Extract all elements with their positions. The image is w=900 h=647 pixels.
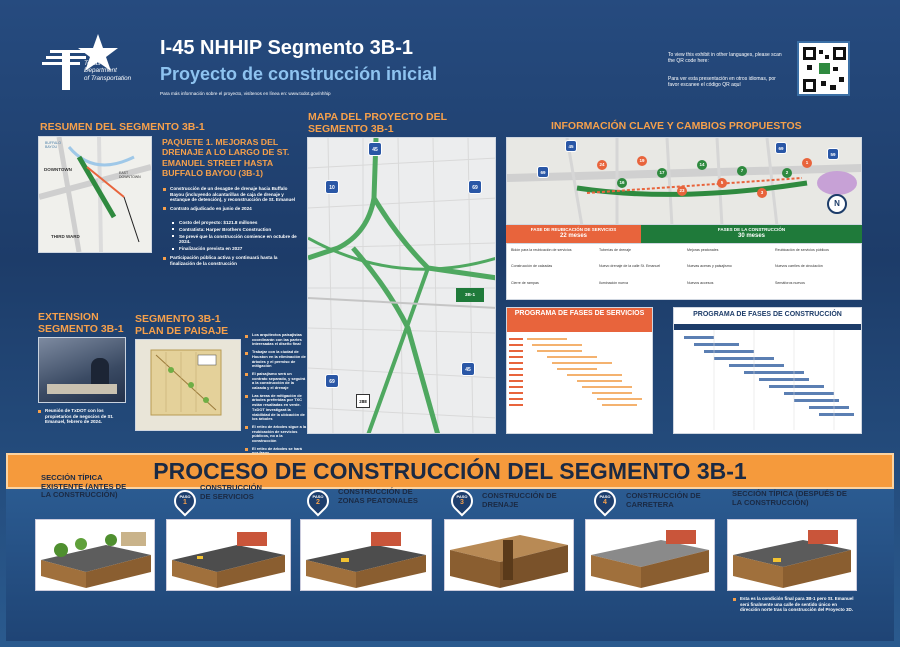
- page-title: I-45 NHHIP Segmento 3B-1: [160, 37, 414, 59]
- paisaje-map[interactable]: [135, 339, 241, 431]
- proceso-heading: PROCESO DE CONSTRUCCIÓN DEL SEGMENTO 3B-1: [153, 458, 747, 484]
- section-illustration: [728, 520, 856, 590]
- language-note-en: To view this exhibit in other languages, please scan the QR code here:: [668, 52, 782, 65]
- paisaje-bullet: Las áreas de mitigación de árboles preferidas por TXC están resaltadas en verde. TxDOT investigará la viabilidad de la ubicación de los árboles: [245, 394, 307, 422]
- map-marker: 3: [757, 188, 767, 198]
- paisaje-bullet: Los arquitectos paisajistas coordinarán con las partes interesadas el diseño final: [245, 333, 307, 347]
- segment-callout: 3B-1: [456, 288, 484, 302]
- map-label-bayou: BUFFALO BAYOU: [45, 141, 61, 149]
- extension-caption-text: Reunión de TxDOT con los propietarios de negocios de St. Emanuel, febrero de 2024.: [38, 408, 130, 425]
- map-shield-69-south: 69: [325, 374, 339, 388]
- section-illustration: [445, 520, 573, 590]
- step-number: 3: [460, 499, 464, 506]
- extension-caption: [38, 408, 130, 428]
- map-label-east-downtown: EAST DOWNTOWN: [119, 171, 141, 179]
- proceso-banner: [6, 453, 894, 489]
- resumen-sub-bullet: Costo del proyecto: $121.8 millones: [172, 220, 298, 226]
- step-badge: PASO: [179, 494, 191, 499]
- cross-section-existing[interactable]: [35, 519, 155, 591]
- map-marker: 19: [637, 156, 647, 166]
- info-clave-map-graphic: [507, 138, 862, 225]
- map-marker: 5: [717, 178, 727, 188]
- paisaje-bullet: Trabajar con la ciudad de Houston en la eliminación de árboles y el permiso de mitigación: [245, 350, 307, 369]
- legend-item: Reubicación de servicios públicos: [775, 248, 829, 252]
- legend-item: Mejoras peatonales: [687, 248, 719, 252]
- qr-code-icon: [803, 47, 846, 92]
- legend-item: Nuevas aceras y paisajismo: [687, 264, 732, 269]
- legend-item: Construcción de calzadas: [511, 264, 553, 269]
- info-shield-59: 59: [827, 148, 839, 160]
- legend-item: Cierre de rampas: [511, 280, 539, 285]
- info-clave-map[interactable]: [506, 137, 862, 225]
- map-shield-45: 45: [368, 142, 382, 156]
- mapa-heading: MAPA DEL PROYECTO DEL SEGMENTO 3B-1: [308, 111, 447, 135]
- phase-bar-construction: [641, 225, 862, 243]
- programa-servicios-panel[interactable]: [506, 307, 653, 434]
- programa-construccion-panel[interactable]: [673, 307, 862, 434]
- programa-servicios-heading: PROGRAMA DE FASES DE SERVICIOS: [507, 308, 652, 332]
- step-title-peatonales: CONSTRUCCIÓN DE ZONAS PEATONALES: [338, 487, 418, 505]
- photo-table: [47, 384, 117, 394]
- qr-code[interactable]: [797, 41, 850, 96]
- step-title-after: SECCIÓN TÍPICA (DESPUÉS DE LA CONSTRUCCIÓN): [732, 489, 847, 507]
- step-number: 2: [316, 499, 320, 506]
- info-shield-45: 45: [565, 140, 577, 152]
- step-badge: PASO: [456, 494, 468, 499]
- legend-item: Iluminación nueva: [599, 280, 628, 285]
- step-2-pin: [307, 490, 329, 516]
- step-4-pin: [594, 490, 616, 516]
- info-shield-69-east: 69: [775, 142, 787, 154]
- language-note-es: Para ver esta presentación en otros idiomas, por favor escanee el código QR aquí: [668, 76, 776, 89]
- resumen-sub-bullet: Finalización prevista en 2027: [172, 246, 298, 252]
- map-shield-10: 10: [325, 180, 339, 194]
- step-number: 4: [603, 499, 607, 506]
- step-3-pin: [451, 490, 473, 516]
- resumen-sub-bullet: Se prevé que la construcción comience en octubre de 2024.: [172, 234, 298, 245]
- info-clave-heading: INFORMACIÓN CLAVE Y CAMBIOS PROPUESTOS: [551, 120, 802, 132]
- legend-item: Bidón para la reubicación de servicios: [511, 248, 572, 252]
- programa-construccion-gantt: [674, 330, 861, 432]
- resumen-heading: RESUMEN DEL SEGMENTO 3B-1: [40, 121, 205, 133]
- step-title-drenaje: CONSTRUCCIÓN DE DRENAJE: [482, 491, 557, 509]
- legend-item: Nuevo drenaje de la calle St. Emanuel: [599, 264, 661, 269]
- paisaje-bullet: El paisajismo será un contrato separado, y seguirá a la construcción de la calzada y el drenaje: [245, 372, 307, 391]
- map-shield-69: 69: [468, 180, 482, 194]
- resumen-sub-bullet: Contratista: Harper Brothers Construction: [172, 227, 298, 233]
- paisaje-map-graphic: [136, 340, 240, 430]
- paisaje-heading: SEGMENTO 3B-1 PLAN DE PAISAJE: [135, 313, 229, 337]
- map-label-third-ward: THIRD WARD: [51, 234, 80, 239]
- legend-item: Semáforos nuevos: [775, 280, 805, 285]
- cross-section-step2[interactable]: [300, 519, 432, 591]
- legend-item: Nuevos accesos: [687, 280, 714, 285]
- final-note: [733, 596, 858, 616]
- logo-line-3: of Transportation: [84, 74, 132, 82]
- map-shield-288: 288: [356, 394, 370, 408]
- info-shield-69: 69: [537, 166, 549, 178]
- paisaje-bullets: [245, 333, 307, 459]
- map-marker: 23: [677, 186, 687, 196]
- map-marker: 7: [737, 166, 747, 176]
- programa-construccion-heading: PROGRAMA DE FASES DE CONSTRUCCIÓN: [674, 308, 861, 324]
- cross-section-step4[interactable]: [585, 519, 715, 591]
- map-label-downtown: DOWNTOWN: [44, 167, 72, 172]
- cross-section-after[interactable]: [727, 519, 857, 591]
- step-title-servicios: CONSTRUCCIÓN DE SERVICIOS: [200, 483, 263, 501]
- step-badge: PASO: [599, 494, 611, 499]
- cross-section-step3[interactable]: [444, 519, 574, 591]
- legend-item: Nuevos carriles de circulación: [775, 264, 823, 269]
- extension-heading: EXTENSION SEGMENTO 3B-1: [38, 311, 124, 335]
- resumen-bullet: Participación pública activa y continuará hasta la finalización de la construcción: [163, 255, 295, 266]
- package-title: PAQUETE 1. MEJORAS DEL DRENAJE A LO LARGO DE ST. EMANUEL STREET HASTA BUFFALO BAYOU (3B-1): [162, 137, 290, 178]
- extension-photo[interactable]: [38, 337, 126, 403]
- resumen-bullet: Contrato adjudicado en junio de 2024: [163, 206, 297, 212]
- page-subtitle: Proyecto de construcción inicial: [160, 64, 438, 84]
- info-line: Para más información sobre el proyecto, visítenos en línea en: www.txdot.gov/nhhip: [160, 91, 331, 96]
- compass-icon: N: [827, 194, 847, 214]
- step-title-existing: SECCIÓN TÍPICA EXISTENTE (ANTES DE LA CONSTRUCCIÓN): [41, 473, 127, 499]
- map-shield-45-south: 45: [461, 362, 475, 376]
- project-map[interactable]: [307, 137, 496, 434]
- map-marker: 24: [597, 160, 607, 170]
- step-number: 1: [183, 499, 187, 506]
- phase2-duration: 30 meses: [737, 233, 766, 239]
- programa-servicios-gantt: [507, 332, 652, 432]
- map-marker: 16: [617, 178, 627, 188]
- resumen-map[interactable]: [38, 136, 152, 253]
- logo-line-2: Department: [84, 67, 117, 75]
- phase1-duration: 22 meses: [559, 233, 588, 239]
- cross-section-step1[interactable]: [166, 519, 291, 591]
- step-badge: PASO: [312, 494, 324, 499]
- final-note-text: Esta es la condición final para 3B-1 pero St. Emanuel será finalmente una calle de sentido único en dirección norte tras la construcción del Proyecto 3D.: [733, 596, 858, 613]
- step-1-pin: [174, 490, 196, 516]
- section-illustration: [36, 520, 154, 590]
- logo-text: [84, 60, 131, 82]
- phase-bar-services: [506, 225, 641, 243]
- map-marker: 1: [802, 158, 812, 168]
- resumen-sub-bullets: [172, 220, 298, 255]
- paisaje-bullet: El retiro de árboles sigue a la reubicación de servicios públicos, no a la construcción: [245, 425, 307, 444]
- paisaje-bullet: El retiro de árboles se hará: [245, 447, 307, 456]
- map-marker: 14: [697, 160, 707, 170]
- step-title-carretera: CONSTRUCCIÓN DE CARRETERA: [626, 491, 701, 509]
- section-illustration: [301, 520, 431, 590]
- map-marker: 2: [782, 168, 792, 178]
- logo-line-1: Texas: [84, 60, 101, 67]
- map-marker: 17: [657, 168, 667, 178]
- resumen-last-bullet: [163, 255, 295, 269]
- info-legend: [506, 243, 862, 300]
- resumen-bullets: [163, 186, 297, 215]
- resumen-bullet: Construcción de un desagüe de drenaje hacia Buffalo Bayou (incluyendo alcantarillas de caja de drenaje y estanque de detención), y reconstrucción de St. Emanuel: [163, 186, 297, 203]
- phase1-title: FASE DE REUBICACIÓN DE SERVICIOS: [530, 227, 617, 232]
- section-illustration: [167, 520, 290, 590]
- section-illustration: [586, 520, 714, 590]
- legend-item: Tuberías de drenaje: [599, 248, 632, 252]
- phase2-title: FASES DE LA CONSTRUCCIÓN: [717, 227, 786, 232]
